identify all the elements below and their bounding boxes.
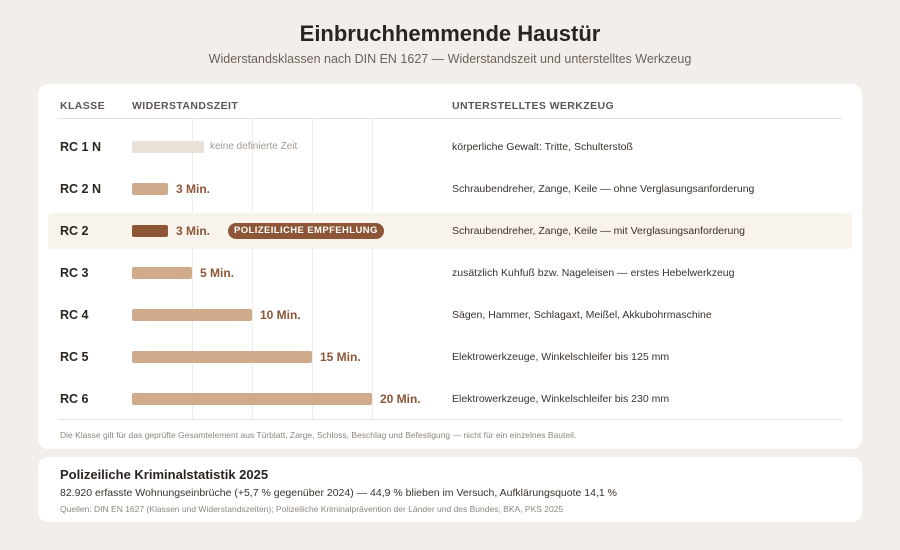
value-label: 10 Min. xyxy=(260,308,301,322)
column-header-klasse: KLASSE xyxy=(60,100,105,112)
bar xyxy=(132,141,204,153)
class-label: RC 6 xyxy=(60,392,89,406)
page-title: Einbruchhemmende Haustür xyxy=(299,21,601,46)
footnote: Die Klasse gilt für das geprüfte Gesamtelement aus Türblatt, Zarge, Schloss, Beschlag und Befestigung — nicht für ein einzelnes Bauteil. xyxy=(60,430,577,440)
chart-row xyxy=(48,213,852,249)
class-chart-card xyxy=(38,84,862,449)
statistics-card xyxy=(38,457,862,522)
class-label: RC 2 N xyxy=(60,182,101,196)
column-header-werkzeug: UNTERSTELLTES WERKZEUG xyxy=(452,100,615,112)
footer-divider xyxy=(58,419,842,420)
tool-description: Schraubendreher, Zange, Keile — ohne Verglasungsanforderung xyxy=(452,183,755,195)
bar xyxy=(132,183,168,195)
chart-row xyxy=(48,339,852,375)
tool-description: Elektrowerkzeuge, Winkelschleifer bis 230 mm xyxy=(452,393,670,405)
value-label: 20 Min. xyxy=(380,392,421,406)
bar xyxy=(132,393,372,405)
bar xyxy=(132,225,168,237)
value-label: 5 Min. xyxy=(200,266,235,280)
bar xyxy=(132,267,192,279)
chart-row xyxy=(48,129,852,165)
statistics-title: Polizeiliche Kriminalstatistik 2025 xyxy=(60,467,269,482)
chart-row xyxy=(48,171,852,207)
class-label: RC 5 xyxy=(60,350,89,364)
chart-row xyxy=(48,297,852,333)
no-time-label: keine definierte Zeit xyxy=(210,141,298,152)
sources-text: Quellen: DIN EN 1627 (Klassen und Widerstandszeiten); Polizeiliche Kriminalprävention der Länder und des Bundes; BKA, PKS 2025 xyxy=(60,504,564,514)
header-divider xyxy=(58,118,842,119)
page-subtitle: Widerstandsklassen nach DIN EN 1627 — Widerstandszeit und unterstelltes Werkzeug xyxy=(208,52,692,66)
column-header-widerstandszeit: WIDERSTANDSZEIT xyxy=(132,100,239,112)
class-label: RC 1 N xyxy=(60,140,101,154)
recommendation-badge: POLIZEILICHE EMPFEHLUNG xyxy=(228,223,384,239)
chart-row xyxy=(48,255,852,291)
statistics-text: 82.920 erfasste Wohnungseinbrüche (+5,7 % gegenüber 2024) — 44,9 % blieben im Versuch, Aufklärungsquote 14,1 % xyxy=(60,487,617,499)
value-label: 3 Min. xyxy=(176,182,211,196)
class-label: RC 4 xyxy=(60,308,89,322)
tool-description: körperliche Gewalt: Tritte, Schulterstoß xyxy=(452,141,633,153)
bar xyxy=(132,309,252,321)
value-label: 15 Min. xyxy=(320,350,361,364)
chart-row xyxy=(48,381,852,417)
tool-description: Sägen, Hammer, Schlagaxt, Meißel, Akkubohrmaschine xyxy=(452,309,712,321)
tool-description: Schraubendreher, Zange, Keile — mit Verglasungsanforderung xyxy=(452,225,746,237)
tool-description: Elektrowerkzeuge, Winkelschleifer bis 125 mm xyxy=(452,351,670,363)
class-label: RC 2 xyxy=(60,224,89,238)
tool-description: zusätzlich Kuhfuß bzw. Nageleisen — erstes Hebelwerkzeug xyxy=(452,267,735,279)
bar xyxy=(132,351,312,363)
class-label: RC 3 xyxy=(60,266,89,280)
value-label: 3 Min. xyxy=(176,224,211,238)
